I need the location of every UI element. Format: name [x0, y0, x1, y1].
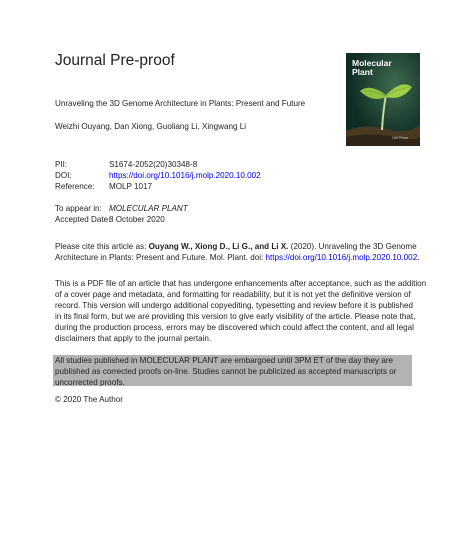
pdf-notice-line: in its final form, but we are providing this version to give early visibility of the article. Please note that,: [55, 312, 416, 321]
accepted-date-value: 8 October 2020: [109, 215, 165, 224]
copyright-notice: © 2020 The Author: [55, 395, 123, 404]
article-authors: Weizhi Ouyang, Dan Xiong, Guoliang Li, Xingwang Li: [55, 122, 247, 131]
pdf-notice: [55, 278, 425, 344]
cover-title: Molecular Plant: [352, 58, 392, 77]
article-title: Unraveling the 3D Genome Architecture in Plants: Present and Future: [55, 99, 306, 108]
citation-end: .: [417, 253, 420, 262]
reference-value: MOLP 1017: [109, 182, 153, 191]
appear-in-label: To appear in:: [55, 204, 102, 213]
citation-doi-link[interactable]: https://doi.org/10.1016/j.molp.2020.10.002: [265, 253, 418, 262]
embargo-notice: [55, 355, 396, 388]
cover-publisher: Cell Press: [392, 136, 408, 140]
citation-authors: Ouyang W., Xiong D., Li G., and Li X.: [148, 242, 289, 251]
pii-label: PII:: [55, 160, 68, 169]
citation-year-title: (2020). Unraveling the 3D Genome: [288, 242, 417, 251]
citation-block: [55, 241, 425, 263]
embargo-line: All studies published in MOLECULAR PLANT are embargoed until 3PM ET of the day they are: [55, 356, 394, 365]
doi-label: DOI:: [55, 171, 72, 180]
appear-in-value: MOLECULAR PLANT: [109, 204, 188, 213]
pdf-notice-line: This is a PDF file of an article that has undergone enhancements after acceptance, such as the addition: [55, 279, 427, 288]
pii-value: S1674-2052(20)30348-8: [109, 160, 198, 169]
doi-link[interactable]: https://doi.org/10.1016/j.molp.2020.10.002: [109, 171, 261, 180]
embargo-line: published as corrected proofs on-line. Studies cannot be publicized as accepted manuscripts or: [55, 367, 397, 376]
citation-journal: Architecture in Plants: Present and Future. Mol. Plant. doi:: [55, 253, 266, 262]
pdf-notice-line: disclaimers that apply to the journal pertain.: [55, 334, 212, 343]
journal-title: Journal Pre-proof: [55, 52, 175, 69]
pdf-notice-line: of a cover page and metadata, and formatting for readability, but it is not yet the definitive version of: [55, 290, 411, 299]
citation-prefix: Please cite this article as:: [55, 242, 149, 251]
pdf-notice-line: during the production process, errors may be discovered which could affect the content, and all legal: [55, 323, 414, 332]
journal-cover-image: [346, 53, 420, 146]
reference-label: Reference:: [55, 182, 95, 191]
accepted-date-label: Accepted Date:: [55, 215, 111, 224]
pdf-notice-line: record. This version will undergo additional copyediting, typesetting and review before it is published: [55, 301, 413, 310]
embargo-line: uncorrected proofs.: [55, 378, 125, 387]
